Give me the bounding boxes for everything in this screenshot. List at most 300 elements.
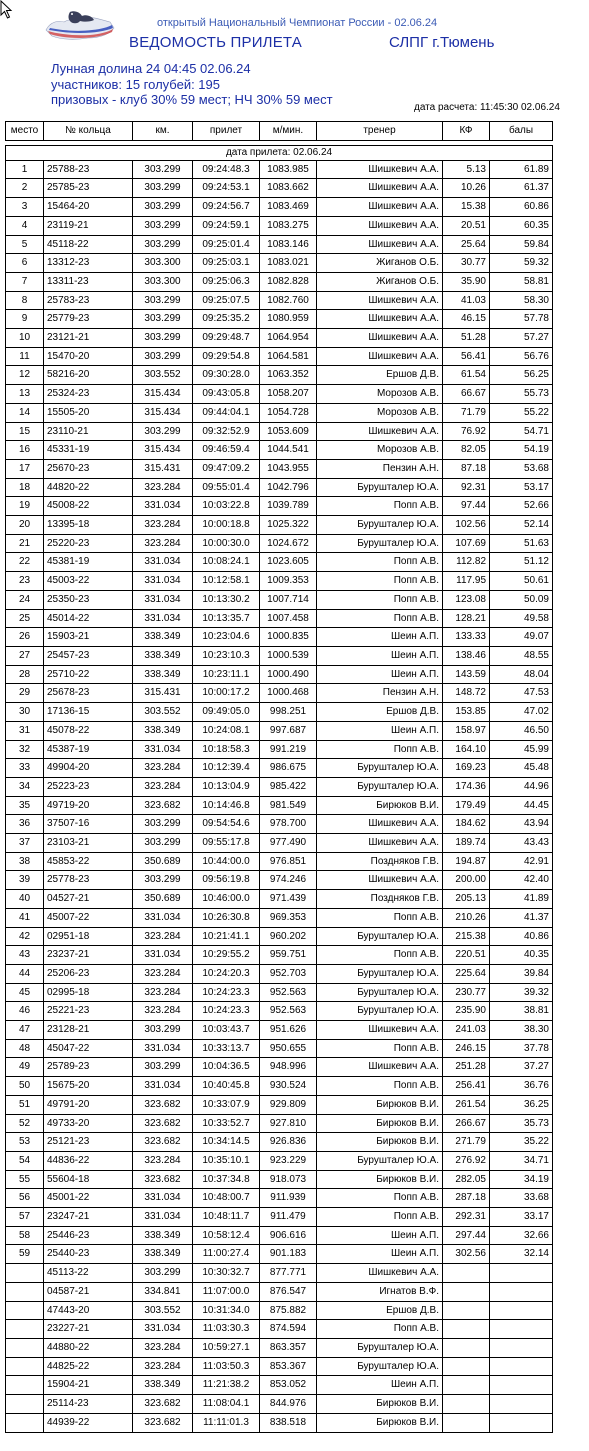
place-cell: 16 — [6, 441, 44, 460]
km-cell: 303.299 — [133, 871, 193, 890]
table-row — [6, 1395, 553, 1414]
ring-cell: 04527-21 — [44, 890, 133, 909]
table-row — [6, 553, 553, 572]
ring-cell: 49791-20 — [44, 1095, 133, 1114]
points-cell: 42.91 — [490, 852, 553, 871]
km-cell: 323.284 — [133, 1339, 193, 1358]
table-row — [6, 964, 553, 983]
ring-cell: 02951-18 — [44, 927, 133, 946]
points-cell: 49.07 — [490, 628, 553, 647]
points-cell: 34.71 — [490, 1151, 553, 1170]
participants-info: участников: 15 голубей: 195 — [51, 77, 220, 92]
points-cell: 37.78 — [490, 1039, 553, 1058]
points-cell: 38.81 — [490, 1002, 553, 1021]
table-row — [6, 1170, 553, 1189]
arrival-cell: 09:56:19.8 — [193, 871, 260, 890]
km-cell: 350.689 — [133, 852, 193, 871]
prizes-info: призовых - клуб 30% 59 мест; НЧ 30% 59 мест — [51, 92, 333, 107]
table-row — [6, 459, 553, 478]
arrival-cell: 10:12:39.4 — [193, 759, 260, 778]
ring-cell: 25206-23 — [44, 964, 133, 983]
km-cell: 338.349 — [133, 646, 193, 665]
arrival-cell: 10:18:58.3 — [193, 740, 260, 759]
speed-cell: 1000.835 — [260, 628, 317, 647]
trainer-cell: Бирюков В.И. — [317, 1170, 443, 1189]
kf-cell: 194.87 — [443, 852, 490, 871]
km-cell: 315.431 — [133, 684, 193, 703]
place-cell — [6, 1357, 44, 1376]
speed-cell: 1064.954 — [260, 329, 317, 348]
ring-cell: 44825-22 — [44, 1357, 133, 1376]
kf-cell: 271.79 — [443, 1133, 490, 1152]
table-row — [6, 516, 553, 535]
trainer-cell: Шишкевич А.А. — [317, 1058, 443, 1077]
table-row — [6, 684, 553, 703]
table-row — [6, 366, 553, 385]
ring-cell: 45078-22 — [44, 721, 133, 740]
place-cell — [6, 1264, 44, 1283]
points-cell: 48.04 — [490, 665, 553, 684]
ring-cell: 25678-23 — [44, 684, 133, 703]
arrival-cell: 09:49:05.0 — [193, 703, 260, 722]
place-cell: 55 — [6, 1170, 44, 1189]
speed-cell: 929.809 — [260, 1095, 317, 1114]
place-cell: 5 — [6, 235, 44, 254]
km-cell: 303.299 — [133, 1021, 193, 1040]
ring-cell: 44836-22 — [44, 1151, 133, 1170]
ring-cell: 23227-21 — [44, 1320, 133, 1339]
speed-cell: 927.810 — [260, 1114, 317, 1133]
points-cell: 47.53 — [490, 684, 553, 703]
arrival-cell: 10:30:32.7 — [193, 1264, 260, 1283]
kf-cell: 82.05 — [443, 441, 490, 460]
trainer-cell: Бирюков В.И. — [317, 1114, 443, 1133]
points-cell: 44.96 — [490, 777, 553, 796]
trainer-cell: Шеин А.П. — [317, 646, 443, 665]
col-arrival: прилет — [193, 122, 260, 141]
table-row — [6, 1039, 553, 1058]
trainer-cell: Шишкевич А.А. — [317, 329, 443, 348]
kf-cell — [443, 1357, 490, 1376]
table-row — [6, 1226, 553, 1245]
kf-cell: 87.18 — [443, 459, 490, 478]
trainer-cell: Пензин А.Н. — [317, 684, 443, 703]
arrival-cell: 10:23:04.6 — [193, 628, 260, 647]
kf-cell: 97.44 — [443, 497, 490, 516]
table-row — [6, 1320, 553, 1339]
points-cell — [490, 1264, 553, 1283]
table-row — [6, 497, 553, 516]
ring-cell: 25223-23 — [44, 777, 133, 796]
speed-cell: 1083.146 — [260, 235, 317, 254]
arrival-cell: 09:25:01.4 — [193, 235, 260, 254]
points-cell: 44.45 — [490, 796, 553, 815]
arrival-cell: 10:33:13.7 — [193, 1039, 260, 1058]
trainer-cell: Попп А.В. — [317, 908, 443, 927]
place-cell: 46 — [6, 1002, 44, 1021]
km-cell: 331.034 — [133, 740, 193, 759]
points-cell — [490, 1320, 553, 1339]
points-cell: 41.37 — [490, 908, 553, 927]
points-cell: 59.84 — [490, 235, 553, 254]
trainer-cell: Шишкевич А.А. — [317, 834, 443, 853]
trainer-cell: Бурушталер Ю.А. — [317, 478, 443, 497]
speed-cell: 1054.728 — [260, 403, 317, 422]
speed-cell: 976.851 — [260, 852, 317, 871]
table-row — [6, 796, 553, 815]
km-cell: 303.299 — [133, 815, 193, 834]
ring-cell: 45001-22 — [44, 1189, 133, 1208]
trainer-cell: Бурушталер Ю.А. — [317, 1002, 443, 1021]
ring-cell: 25783-23 — [44, 291, 133, 310]
ring-cell: 25121-23 — [44, 1133, 133, 1152]
place-cell: 23 — [6, 572, 44, 591]
kf-cell: 35.90 — [443, 272, 490, 291]
km-cell: 303.299 — [133, 1264, 193, 1283]
table-row — [6, 1151, 553, 1170]
points-cell: 33.68 — [490, 1189, 553, 1208]
arrival-cell: 10:44:00.0 — [193, 852, 260, 871]
trainer-cell: Шишкевич А.А. — [317, 198, 443, 217]
trainer-cell: Бурушталер Ю.А. — [317, 983, 443, 1002]
kf-cell — [443, 1301, 490, 1320]
place-cell: 53 — [6, 1133, 44, 1152]
trainer-cell: Жиганов О.Б. — [317, 254, 443, 273]
km-cell: 331.034 — [133, 609, 193, 628]
arrival-cell: 10:03:22.8 — [193, 497, 260, 516]
trainer-cell: Шишкевич А.А. — [317, 347, 443, 366]
place-cell: 30 — [6, 703, 44, 722]
points-cell: 51.63 — [490, 534, 553, 553]
trainer-cell: Попп А.В. — [317, 740, 443, 759]
ring-cell: 23110-21 — [44, 422, 133, 441]
kf-cell: 215.38 — [443, 927, 490, 946]
ring-cell: 45007-22 — [44, 908, 133, 927]
speed-cell: 876.547 — [260, 1282, 317, 1301]
place-cell: 31 — [6, 721, 44, 740]
table-row — [6, 441, 553, 460]
trainer-cell: Бурушталер Ю.А. — [317, 777, 443, 796]
arrival-cell: 10:24:20.3 — [193, 964, 260, 983]
trainer-cell: Бирюков В.И. — [317, 1133, 443, 1152]
km-cell: 331.034 — [133, 946, 193, 965]
table-row — [6, 834, 553, 853]
points-cell: 61.89 — [490, 160, 553, 179]
arrival-cell: 09:44:04.1 — [193, 403, 260, 422]
km-cell: 323.284 — [133, 478, 193, 497]
kf-cell: 164.10 — [443, 740, 490, 759]
table-row — [6, 1282, 553, 1301]
speed-cell: 1083.469 — [260, 198, 317, 217]
trainer-cell: Морозов А.В. — [317, 441, 443, 460]
place-cell: 49 — [6, 1058, 44, 1077]
km-cell: 331.034 — [133, 1208, 193, 1227]
arrival-cell: 10:37:34.8 — [193, 1170, 260, 1189]
km-cell: 303.300 — [133, 254, 193, 273]
kf-cell: 184.62 — [443, 815, 490, 834]
arrival-cell: 10:00:17.2 — [193, 684, 260, 703]
km-cell: 323.284 — [133, 1357, 193, 1376]
trainer-cell: Шишкевич А.А. — [317, 422, 443, 441]
points-cell: 37.27 — [490, 1058, 553, 1077]
speed-cell: 952.563 — [260, 1002, 317, 1021]
km-cell: 331.034 — [133, 497, 193, 516]
speed-cell: 959.751 — [260, 946, 317, 965]
km-cell: 338.349 — [133, 721, 193, 740]
place-cell: 8 — [6, 291, 44, 310]
ring-cell: 25457-23 — [44, 646, 133, 665]
table-row — [6, 1339, 553, 1358]
trainer-cell: Шеин А.П. — [317, 1226, 443, 1245]
kf-cell: 200.00 — [443, 871, 490, 890]
table-row — [6, 534, 553, 553]
points-cell — [490, 1395, 553, 1414]
ring-cell: 47443-20 — [44, 1301, 133, 1320]
mouse-cursor-icon — [0, 0, 16, 20]
table-row — [6, 1077, 553, 1096]
trainer-cell: Шеин А.П. — [317, 1376, 443, 1395]
place-cell: 26 — [6, 628, 44, 647]
trainer-cell: Шишкевич А.А. — [317, 1021, 443, 1040]
arrival-cell: 10:24:23.3 — [193, 1002, 260, 1021]
trainer-cell: Бирюков В.И. — [317, 1095, 443, 1114]
place-cell: 58 — [6, 1226, 44, 1245]
kf-cell: 266.67 — [443, 1114, 490, 1133]
kf-cell: 71.79 — [443, 403, 490, 422]
kf-cell: 179.49 — [443, 796, 490, 815]
place-cell: 47 — [6, 1021, 44, 1040]
ring-cell: 37507-16 — [44, 815, 133, 834]
speed-cell: 838.518 — [260, 1413, 317, 1432]
kf-cell: 241.03 — [443, 1021, 490, 1040]
points-cell: 38.30 — [490, 1021, 553, 1040]
arrival-cell: 10:26:30.8 — [193, 908, 260, 927]
trainer-cell: Бурушталер Ю.А. — [317, 1151, 443, 1170]
col-trainer: тренер — [317, 122, 443, 141]
km-cell: 303.552 — [133, 1301, 193, 1320]
place-cell: 22 — [6, 553, 44, 572]
table-row — [6, 946, 553, 965]
speed-cell: 981.549 — [260, 796, 317, 815]
place-cell: 10 — [6, 329, 44, 348]
points-cell: 56.25 — [490, 366, 553, 385]
kf-cell: 246.15 — [443, 1039, 490, 1058]
points-cell: 57.27 — [490, 329, 553, 348]
table-row — [6, 179, 553, 198]
km-cell: 334.841 — [133, 1282, 193, 1301]
speed-cell: 1009.353 — [260, 572, 317, 591]
speed-cell: 1083.021 — [260, 254, 317, 273]
place-cell: 45 — [6, 983, 44, 1002]
place-cell — [6, 1301, 44, 1320]
speed-cell: 1083.662 — [260, 179, 317, 198]
km-cell: 323.284 — [133, 534, 193, 553]
km-cell: 350.689 — [133, 890, 193, 909]
kf-cell: 5.13 — [443, 160, 490, 179]
place-cell: 24 — [6, 590, 44, 609]
place-cell: 36 — [6, 815, 44, 834]
place-cell: 14 — [6, 403, 44, 422]
place-cell: 40 — [6, 890, 44, 909]
km-cell: 315.431 — [133, 459, 193, 478]
speed-cell: 998.251 — [260, 703, 317, 722]
km-cell: 303.299 — [133, 291, 193, 310]
place-cell: 3 — [6, 198, 44, 217]
km-cell: 323.284 — [133, 927, 193, 946]
place-cell: 6 — [6, 254, 44, 273]
points-cell: 58.81 — [490, 272, 553, 291]
ring-cell: 49719-20 — [44, 796, 133, 815]
place-cell: 21 — [6, 534, 44, 553]
arrival-cell: 09:24:53.1 — [193, 179, 260, 198]
table-row — [6, 721, 553, 740]
kf-cell: 282.05 — [443, 1170, 490, 1189]
speed-cell: 1000.468 — [260, 684, 317, 703]
arrival-cell: 09:25:03.1 — [193, 254, 260, 273]
table-row — [6, 254, 553, 273]
trainer-cell: Бирюков В.И. — [317, 1413, 443, 1432]
trainer-cell: Попп А.В. — [317, 1208, 443, 1227]
place-cell: 27 — [6, 646, 44, 665]
arrival-cell: 09:25:35.2 — [193, 310, 260, 329]
table-row — [6, 272, 553, 291]
col-ring: № кольца — [44, 122, 133, 141]
ring-cell: 15903-21 — [44, 628, 133, 647]
place-cell: 35 — [6, 796, 44, 815]
kf-cell — [443, 1339, 490, 1358]
table-row — [6, 1264, 553, 1283]
speed-cell: 985.422 — [260, 777, 317, 796]
speed-cell: 1058.207 — [260, 385, 317, 404]
trainer-cell: Поздняков Г.В. — [317, 890, 443, 909]
kf-cell: 153.85 — [443, 703, 490, 722]
speed-cell: 1000.539 — [260, 646, 317, 665]
points-cell: 60.86 — [490, 198, 553, 217]
place-cell: 15 — [6, 422, 44, 441]
trainer-cell: Морозов А.В. — [317, 403, 443, 422]
km-cell: 338.349 — [133, 628, 193, 647]
speed-cell: 1063.352 — [260, 366, 317, 385]
table-row — [6, 646, 553, 665]
km-cell: 315.434 — [133, 385, 193, 404]
ring-cell: 13395-18 — [44, 516, 133, 535]
trainer-cell: Жиганов О.Б. — [317, 272, 443, 291]
speed-cell: 1043.955 — [260, 459, 317, 478]
place-cell: 1 — [6, 160, 44, 179]
points-cell: 50.09 — [490, 590, 553, 609]
arrival-cell: 10:58:12.4 — [193, 1226, 260, 1245]
km-cell: 331.034 — [133, 1189, 193, 1208]
table-row — [6, 908, 553, 927]
place-cell: 38 — [6, 852, 44, 871]
km-cell: 303.299 — [133, 347, 193, 366]
km-cell: 331.034 — [133, 1039, 193, 1058]
arrival-cell: 09:29:54.8 — [193, 347, 260, 366]
arrival-cell: 10:24:23.3 — [193, 983, 260, 1002]
table-row — [6, 609, 553, 628]
place-cell: 48 — [6, 1039, 44, 1058]
ring-cell: 25785-23 — [44, 179, 133, 198]
trainer-cell: Бирюков В.И. — [317, 796, 443, 815]
table-row — [6, 871, 553, 890]
place-cell — [6, 1413, 44, 1432]
place-cell: 2 — [6, 179, 44, 198]
col-km: км. — [133, 122, 193, 141]
points-cell: 32.66 — [490, 1226, 553, 1245]
table-row — [6, 1114, 553, 1133]
arrival-cell: 09:24:59.1 — [193, 216, 260, 235]
points-cell: 42.40 — [490, 871, 553, 890]
points-cell: 47.02 — [490, 703, 553, 722]
table-row — [6, 1058, 553, 1077]
speed-cell: 1024.672 — [260, 534, 317, 553]
kf-cell: 276.92 — [443, 1151, 490, 1170]
km-cell: 323.682 — [133, 1395, 193, 1414]
speed-cell: 960.202 — [260, 927, 317, 946]
points-cell — [490, 1376, 553, 1395]
arrival-cell: 10:24:08.1 — [193, 721, 260, 740]
place-cell: 42 — [6, 927, 44, 946]
speed-cell: 1039.789 — [260, 497, 317, 516]
place-cell: 20 — [6, 516, 44, 535]
points-cell — [490, 1413, 553, 1432]
table-row — [6, 291, 553, 310]
points-cell: 35.73 — [490, 1114, 553, 1133]
kf-cell: 107.69 — [443, 534, 490, 553]
arrival-cell: 10:23:10.3 — [193, 646, 260, 665]
kf-cell: 174.36 — [443, 777, 490, 796]
place-cell: 44 — [6, 964, 44, 983]
km-cell: 323.682 — [133, 1413, 193, 1432]
km-cell: 331.034 — [133, 590, 193, 609]
ring-cell: 15675-20 — [44, 1077, 133, 1096]
trainer-cell: Шишкевич А.А. — [317, 310, 443, 329]
arrival-cell: 09:24:48.3 — [193, 160, 260, 179]
points-cell: 40.86 — [490, 927, 553, 946]
trainer-cell: Ершов Д.В. — [317, 703, 443, 722]
km-cell: 323.284 — [133, 983, 193, 1002]
points-cell: 48.55 — [490, 646, 553, 665]
place-cell: 18 — [6, 478, 44, 497]
table-row — [6, 572, 553, 591]
speed-cell: 1007.458 — [260, 609, 317, 628]
arrival-cell: 09:55:17.8 — [193, 834, 260, 853]
kf-cell: 133.33 — [443, 628, 490, 647]
arrival-cell: 09:46:59.4 — [193, 441, 260, 460]
points-cell: 52.14 — [490, 516, 553, 535]
km-cell: 315.434 — [133, 441, 193, 460]
kf-cell: 66.67 — [443, 385, 490, 404]
kf-cell: 189.74 — [443, 834, 490, 853]
arrival-cell: 10:23:11.1 — [193, 665, 260, 684]
speed-cell: 906.616 — [260, 1226, 317, 1245]
points-cell: 35.22 — [490, 1133, 553, 1152]
place-cell: 34 — [6, 777, 44, 796]
km-cell: 303.300 — [133, 272, 193, 291]
points-cell: 34.19 — [490, 1170, 553, 1189]
ring-cell: 44880-22 — [44, 1339, 133, 1358]
kf-cell: 158.97 — [443, 721, 490, 740]
speed-cell: 1064.581 — [260, 347, 317, 366]
trainer-cell: Попп А.В. — [317, 609, 443, 628]
table-row — [6, 198, 553, 217]
ring-cell: 17136-15 — [44, 703, 133, 722]
points-cell: 56.76 — [490, 347, 553, 366]
trainer-cell: Шишкевич А.А. — [317, 1264, 443, 1283]
table-row — [6, 160, 553, 179]
place-cell: 25 — [6, 609, 44, 628]
trainer-cell: Попп А.В. — [317, 1077, 443, 1096]
